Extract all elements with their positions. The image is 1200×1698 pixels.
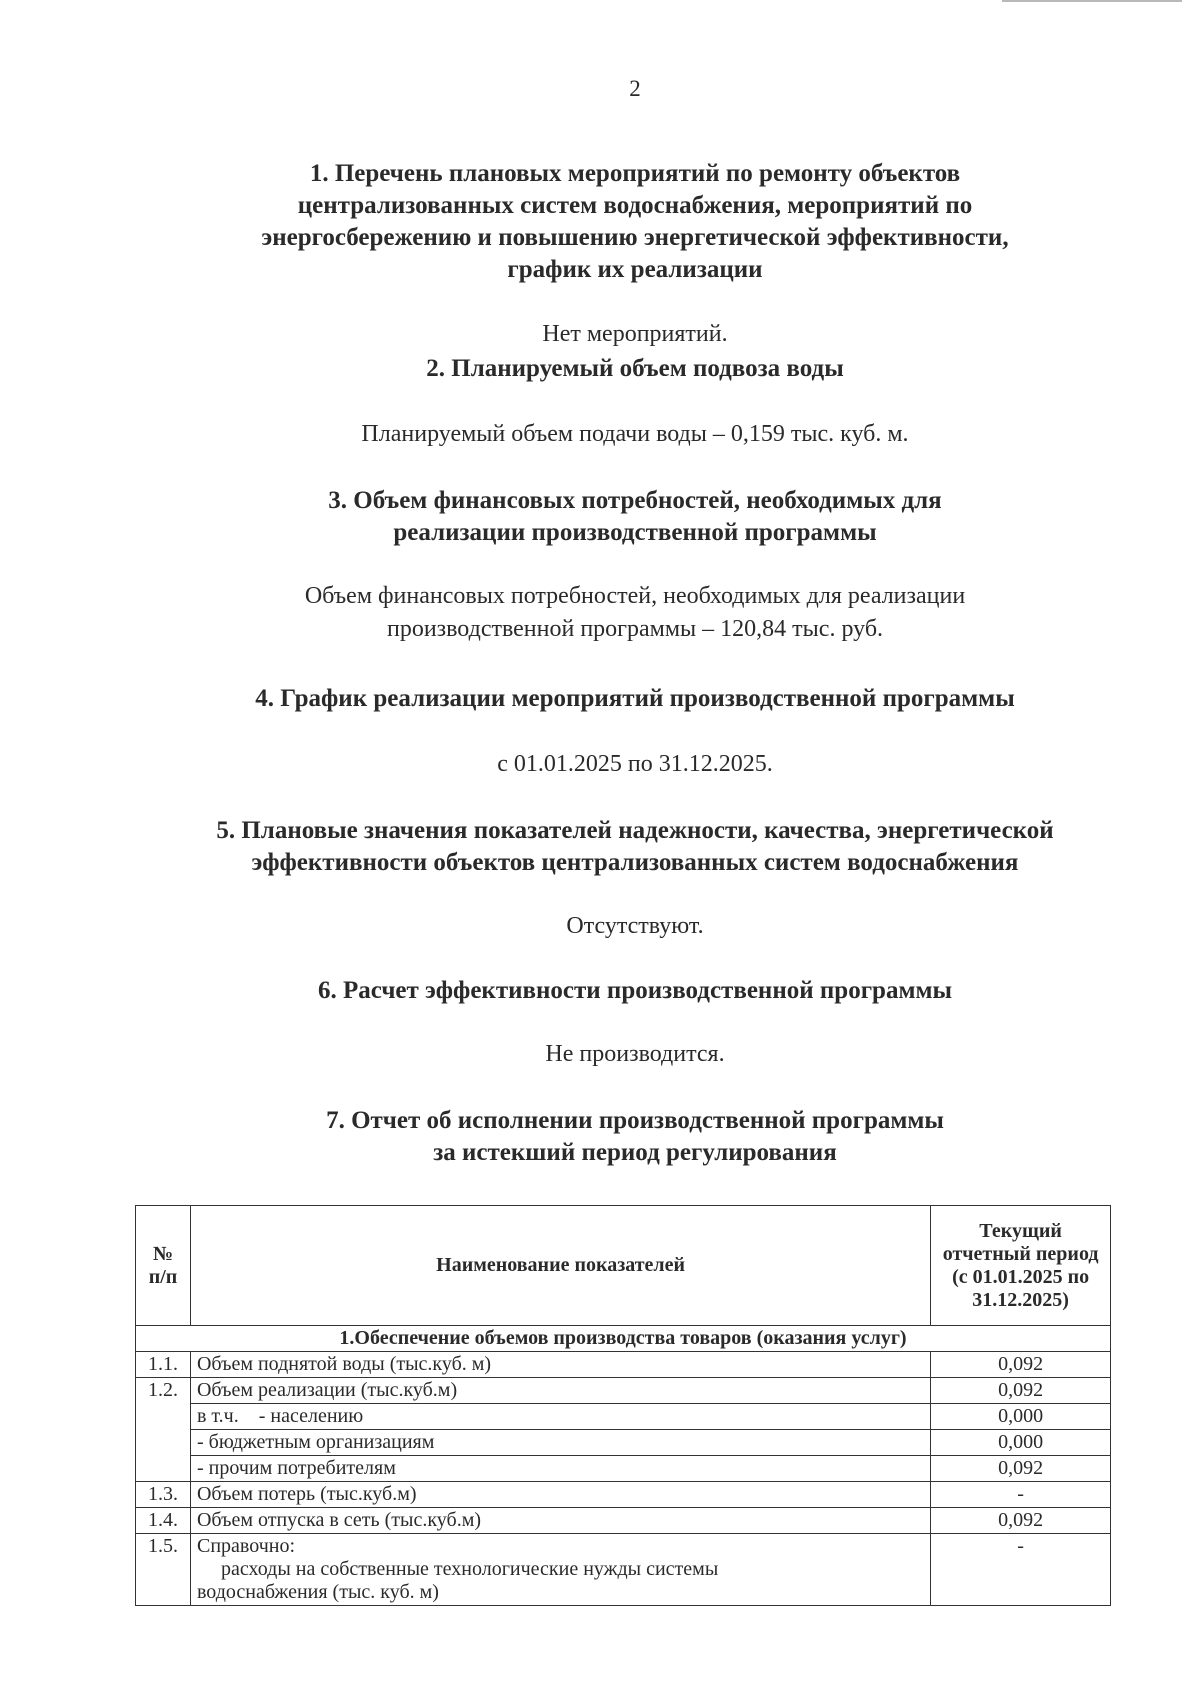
heading-line: 7. Отчет об исполнении производственной программы	[326, 1107, 944, 1134]
body-line: производственной программы – 120,84 тыс. руб.	[386, 616, 884, 642]
row-name: - бюджетным организациям	[190, 1430, 930, 1456]
section-3-body	[0, 580, 1200, 646]
section-title: 1.Обеспечение объемов производства товаров (оказания услуг)	[136, 1326, 1111, 1352]
table-row	[136, 1378, 1111, 1404]
row-name	[190, 1534, 930, 1606]
row-num: 1.1.	[136, 1352, 191, 1378]
body-line: с 01.01.2025 по 31.12.2025.	[497, 751, 773, 777]
body-line: Планируемый объем подачи воды – 0,159 тыс. куб. м.	[361, 421, 909, 447]
heading-line: 3. Объем финансовых потребностей, необходимых для	[328, 487, 942, 514]
row-name-line: водоснабжения (тыс. куб. м)	[196, 1581, 439, 1603]
table-row	[136, 1534, 1111, 1606]
row-name: Объем реализации (тыс.куб.м)	[190, 1378, 930, 1404]
body-line: Нет мероприятий.	[542, 321, 728, 347]
section-1-body	[0, 318, 1200, 351]
row-value: 0,092	[931, 1508, 1111, 1534]
row-value: -	[931, 1534, 1111, 1606]
row-num: 1.5.	[136, 1534, 191, 1606]
page-number: 2	[629, 76, 641, 101]
heading-line: 1. Перечень плановых мероприятий по ремонту объектов	[309, 160, 961, 187]
row-name: - прочим потребителям	[190, 1456, 930, 1482]
row-name: Объем отпуска в сеть (тыс.куб.м)	[190, 1508, 930, 1534]
heading-line: 2. Планируемый объем подвоза воды	[426, 355, 844, 382]
section-3-heading	[0, 485, 1200, 549]
row-value: 0,000	[931, 1430, 1111, 1456]
header-num: № п/п	[136, 1206, 191, 1326]
section-4-body	[0, 748, 1200, 781]
section-2-heading	[0, 353, 1200, 385]
row-name: Объем потерь (тыс.куб.м)	[190, 1482, 930, 1508]
heading-line: централизованных систем водоснабжения, мероприятий по	[297, 192, 973, 219]
heading-line: 6. Расчет эффективности производственной программы	[317, 977, 953, 1004]
heading-line: 5. Плановые значения показателей надежности, качества, энергетической	[216, 817, 1054, 844]
section-7-heading	[0, 1105, 1200, 1169]
body-line: Не производится.	[545, 1041, 725, 1067]
heading-line: 4. График реализации мероприятий производственной программы	[255, 685, 1015, 712]
heading-line: эффективности объектов централизованных систем водоснабжения	[251, 849, 1019, 876]
table-section-row	[136, 1326, 1111, 1352]
section-6-heading	[0, 975, 1200, 1007]
section-2-body	[0, 418, 1200, 451]
section-6-body	[0, 1038, 1200, 1071]
section-5-body	[0, 910, 1200, 943]
row-num: 1.3.	[136, 1482, 191, 1508]
section-5-heading	[0, 815, 1200, 879]
section-1-heading	[0, 158, 1200, 286]
table-row	[136, 1482, 1111, 1508]
header-name: Наименование показателей	[190, 1206, 930, 1326]
heading-line: график их реализации	[507, 256, 763, 283]
body-line: Отсутствуют.	[566, 913, 704, 939]
heading-line: энергосбережению и повышению энергетической эффективности,	[261, 224, 1009, 251]
row-name: Объем поднятой воды (тыс.куб. м)	[190, 1352, 930, 1378]
row-name: в т.ч. - населению	[190, 1404, 930, 1430]
scan-edge-line	[1002, 0, 1182, 2]
row-value: 0,000	[931, 1404, 1111, 1430]
row-name-line: расходы на собственные технологические нужды системы	[220, 1558, 719, 1580]
table-row	[136, 1404, 1111, 1430]
table-header-row	[136, 1206, 1111, 1326]
row-value: -	[931, 1482, 1111, 1508]
row-num: 1.2.	[136, 1378, 191, 1482]
report-table	[135, 1205, 1111, 1606]
row-value: 0,092	[931, 1456, 1111, 1482]
table-row	[136, 1456, 1111, 1482]
heading-line: реализации производственной программы	[393, 519, 877, 546]
table-row	[136, 1352, 1111, 1378]
row-value: 0,092	[931, 1352, 1111, 1378]
table-row	[136, 1508, 1111, 1534]
table-row	[136, 1430, 1111, 1456]
heading-line: за истекший период регулирования	[433, 1139, 837, 1166]
section-4-heading	[0, 683, 1200, 715]
body-line: Объем финансовых потребностей, необходимых для реализации	[304, 583, 966, 609]
row-value: 0,092	[931, 1378, 1111, 1404]
row-name-line: Справочно:	[196, 1535, 296, 1557]
header-period: Текущий отчетный период (с 01.01.2025 по 31.12.2025)	[931, 1206, 1111, 1326]
row-num: 1.4.	[136, 1508, 191, 1534]
